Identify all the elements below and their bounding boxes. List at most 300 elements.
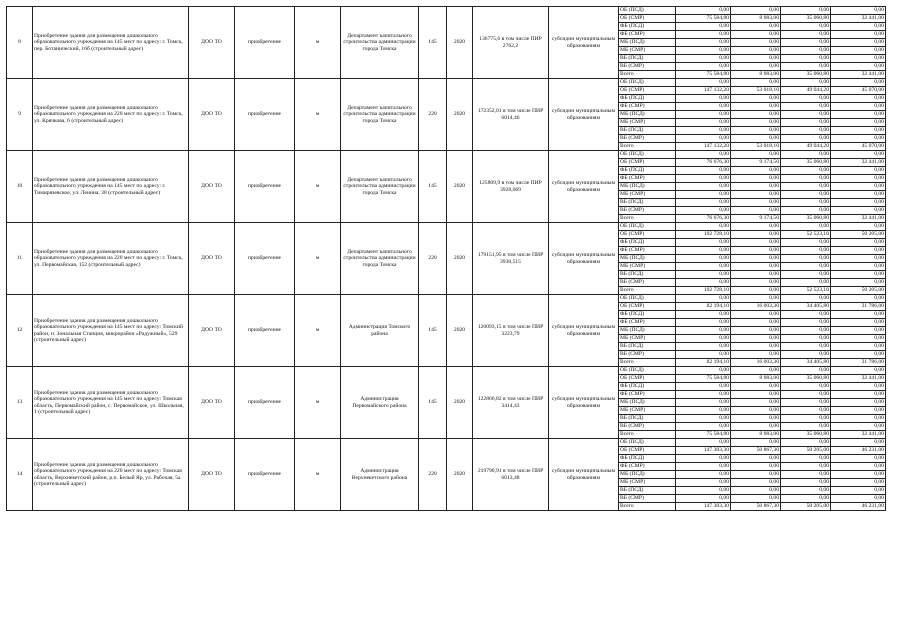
item-cost: 120093,15 в том числе ПИР 3223,79 [473,295,549,367]
amount-cell: 0,00 [731,175,781,183]
amount-cell: 0,00 [676,111,731,119]
amount-cell: 0,00 [781,471,831,479]
amount-cell: 35 060,80 [781,215,831,223]
amount-cell: 0,00 [676,175,731,183]
fund-source-label: ВБ (ПСД) [619,343,676,351]
amount-cell: 0,00 [831,183,886,191]
amount-cell: 0,00 [831,367,886,375]
program-table [6,6,886,511]
amount-cell: 0,00 [781,407,831,415]
amount-cell: 0,00 [676,55,731,63]
amount-cell: 53 018,10 [731,87,781,95]
amount-cell: 50 205,00 [781,447,831,455]
funding-row [7,79,886,87]
amount-cell: 35 060,80 [781,15,831,23]
fund-source-label: ФБ (ПСД) [619,455,676,463]
amount-cell: 0,00 [831,127,886,135]
amount-cell: 0,00 [676,367,731,375]
amount-cell: 0,00 [831,295,886,303]
amount-cell: 0,00 [676,263,731,271]
fund-source-label: ФБ (СМР) [619,319,676,327]
item-description: Приобретение здания для размещения дошкольного образовательного учреждения на 145 мест по адресу: Томская область, Первомайский район, с. Первомайское, ул. Школьная, 1 (строительный адрес) [33,367,189,439]
amount-cell: 0,00 [781,103,831,111]
amount-cell: 0,00 [731,343,781,351]
amount-cell: 0,00 [831,151,886,159]
item-capacity: 220 [419,79,447,151]
amount-cell: 0,00 [676,127,731,135]
fund-source-label: ФБ (СМР) [619,31,676,39]
item-funding-form: субсидии муниципальным образованиям [549,7,619,79]
amount-cell: 0,00 [731,199,781,207]
amount-cell: 0,00 [731,183,781,191]
fund-source-label: ОБ (СМР) [619,303,676,311]
item-number: 14 [7,439,33,511]
amount-cell: 0,00 [731,399,781,407]
item-capacity: 220 [419,439,447,511]
amount-cell: 32 441,00 [831,375,886,383]
item-funding-form: субсидии муниципальным образованиям [549,223,619,295]
fund-source-label: ФБ (ПСД) [619,167,676,175]
amount-cell: 0,00 [676,391,731,399]
amount-cell: 0,00 [781,415,831,423]
amount-cell: 0,00 [831,247,886,255]
amount-cell: 147 303,30 [676,447,731,455]
funding-row [7,295,886,303]
fund-source-label: Всего [619,431,676,439]
amount-cell: 0,00 [731,47,781,55]
amount-cell: 82 194,10 [676,359,731,367]
amount-cell: 0,00 [831,135,886,143]
amount-cell: 0,00 [676,415,731,423]
amount-cell: 0,00 [676,423,731,431]
amount-cell: 0,00 [831,383,886,391]
amount-cell: 16 002,30 [731,359,781,367]
fund-source-label: МБ (ПСД) [619,399,676,407]
amount-cell: 0,00 [676,407,731,415]
amount-cell: 0,00 [831,239,886,247]
item-year: 2020 [447,367,473,439]
amount-cell: 0,00 [781,335,831,343]
amount-cell: 0,00 [781,55,831,63]
amount-cell: 75 584,80 [676,15,731,23]
fund-source-label: МБ (ПСД) [619,111,676,119]
amount-cell: 45 070,00 [831,143,886,151]
fund-source-label: ОБ (СМР) [619,15,676,23]
amount-cell: 0,00 [831,191,886,199]
amount-cell: 0,00 [731,111,781,119]
amount-cell: 0,00 [831,391,886,399]
amount-cell: 0,00 [781,239,831,247]
fund-source-label: ОБ (ПСД) [619,295,676,303]
fund-source-label: МБ (СМР) [619,479,676,487]
amount-cell: 76 676,30 [676,215,731,223]
amount-cell: 9 174,50 [731,215,781,223]
item-year: 2020 [447,79,473,151]
amount-cell: 0,00 [676,207,731,215]
amount-cell: 0,00 [676,279,731,287]
amount-cell: 52 523,10 [781,287,831,295]
amount-cell: 0,00 [676,487,731,495]
item-number: 11 [7,223,33,295]
amount-cell: 0,00 [831,199,886,207]
amount-cell: 0,00 [781,263,831,271]
amount-cell: 0,00 [831,415,886,423]
amount-cell: 0,00 [731,247,781,255]
amount-cell: 0,00 [781,39,831,47]
amount-cell: 0,00 [831,319,886,327]
amount-cell: 0,00 [781,175,831,183]
amount-cell: 0,00 [781,319,831,327]
item-cost: 122866,82 в том числе ПИР 3414,43 [473,367,549,439]
amount-cell: 0,00 [831,335,886,343]
fund-source-label: ОБ (ПСД) [619,223,676,231]
item-year: 2020 [447,223,473,295]
fund-source-label: МБ (ПСД) [619,471,676,479]
amount-cell: 0,00 [676,167,731,175]
amount-cell: 0,00 [731,271,781,279]
amount-cell: 0,00 [781,439,831,447]
amount-cell: 0,00 [831,55,886,63]
fund-source-label: ОБ (СМР) [619,159,676,167]
amount-cell: 53 018,10 [731,143,781,151]
amount-cell: 0,00 [676,191,731,199]
amount-cell: 0,00 [731,63,781,71]
amount-cell: 49 044,20 [781,143,831,151]
amount-cell: 9 174,50 [731,159,781,167]
item-number: 9 [7,79,33,151]
amount-cell: 0,00 [831,279,886,287]
amount-cell: 0,00 [781,111,831,119]
item-number: 8 [7,7,33,79]
fund-source-label: МБ (СМР) [619,119,676,127]
amount-cell: 0,00 [831,471,886,479]
amount-cell: 0,00 [831,487,886,495]
fund-source-label: ОБ (СМР) [619,87,676,95]
item-unit: м [295,223,341,295]
item-funding-form: субсидии муниципальным образованиям [549,79,619,151]
item-unit: м [295,79,341,151]
fund-source-label: МБ (СМР) [619,335,676,343]
item-customer: Департамент капитального строительства администрации города Томска [341,223,419,295]
amount-cell: 50 205,00 [781,503,831,511]
item-customer: Администрация Верхнекетского района [341,439,419,511]
fund-source-label: ФБ (ПСД) [619,23,676,31]
fund-source-label: ОБ (ПСД) [619,151,676,159]
amount-cell: 0,00 [676,399,731,407]
amount-cell: 0,00 [731,319,781,327]
amount-cell: 0,00 [781,279,831,287]
item-type: приобретение [235,7,295,79]
amount-cell: 0,00 [731,367,781,375]
amount-cell: 0,00 [676,223,731,231]
amount-cell: 0,00 [731,167,781,175]
amount-cell: 0,00 [781,255,831,263]
amount-cell: 8 083,00 [731,15,781,23]
amount-cell: 0,00 [731,495,781,503]
fund-source-label: ОБ (ПСД) [619,79,676,87]
amount-cell: 0,00 [831,31,886,39]
amount-cell: 0,00 [781,167,831,175]
item-organization: ДОО ТО [189,367,235,439]
item-cost: 172352,01 в том числе ПИР 6014,46 [473,79,549,151]
item-year: 2020 [447,295,473,367]
amount-cell: 0,00 [676,295,731,303]
fund-source-label: ФБ (СМР) [619,103,676,111]
amount-cell: 0,00 [676,383,731,391]
amount-cell: 0,00 [831,439,886,447]
fund-source-label: МБ (СМР) [619,407,676,415]
item-unit: м [295,151,341,223]
amount-cell: 0,00 [676,495,731,503]
amount-cell: 0,00 [831,399,886,407]
amount-cell: 32 441,00 [831,215,886,223]
amount-cell: 0,00 [676,271,731,279]
amount-cell: 0,00 [731,463,781,471]
fund-source-label: ВБ (ПСД) [619,55,676,63]
item-funding-form: субсидии муниципальным образованиям [549,295,619,367]
fund-source-label: ВБ (СМР) [619,495,676,503]
amount-cell: 0,00 [676,103,731,111]
amount-cell: 0,00 [781,479,831,487]
amount-cell: 0,00 [831,223,886,231]
amount-cell: 0,00 [676,471,731,479]
amount-cell: 0,00 [781,199,831,207]
amount-cell: 0,00 [781,47,831,55]
item-cost: 219790,91 в том числе ПИР 6013,48 [473,439,549,511]
amount-cell: 0,00 [781,423,831,431]
fund-source-label: ВБ (СМР) [619,207,676,215]
fund-source-label: Всего [619,215,676,223]
document-sheet [6,6,884,511]
amount-cell: 0,00 [731,471,781,479]
amount-cell: 0,00 [676,31,731,39]
amount-cell: 0,00 [831,311,886,319]
amount-cell: 0,00 [731,207,781,215]
fund-source-label: ОБ (СМР) [619,375,676,383]
amount-cell: 46 231,00 [831,503,886,511]
amount-cell: 0,00 [831,39,886,47]
fund-source-label: ФБ (СМР) [619,463,676,471]
fund-source-label: ФБ (ПСД) [619,239,676,247]
item-organization: ДОО ТО [189,295,235,367]
fund-source-label: Всего [619,503,676,511]
amount-cell: 32 441,00 [831,15,886,23]
amount-cell: 31 786,00 [831,303,886,311]
amount-cell: 0,00 [676,247,731,255]
amount-cell: 75 584,80 [676,431,731,439]
amount-cell: 0,00 [676,23,731,31]
fund-source-label: ОБ (ПСД) [619,367,676,375]
fund-source-label: Всего [619,287,676,295]
amount-cell: 82 194,10 [676,303,731,311]
item-type: приобретение [235,79,295,151]
amount-cell: 0,00 [781,63,831,71]
fund-source-label: ОБ (СМР) [619,447,676,455]
amount-cell: 0,00 [731,263,781,271]
amount-cell: 0,00 [781,223,831,231]
item-year: 2020 [447,439,473,511]
item-number: 10 [7,151,33,223]
amount-cell: 0,00 [781,7,831,15]
fund-source-label: ВБ (ПСД) [619,487,676,495]
item-number: 12 [7,295,33,367]
amount-cell: 0,00 [676,95,731,103]
amount-cell: 0,00 [781,95,831,103]
item-organization: ДОО ТО [189,439,235,511]
amount-cell: 0,00 [781,127,831,135]
amount-cell: 0,00 [676,327,731,335]
item-description: Приобретение здания для размещения дошкольного образовательного учреждения на 220 мест по адресу: Томская область, Верхнекетский район, р.п. Белый Яр, ул. Рабочая, 5а (строительный адрес) [33,439,189,511]
amount-cell: 0,00 [781,399,831,407]
amount-cell: 147 303,30 [676,503,731,511]
item-description: Приобретение здания для размещения дошкольного образовательного учреждения на 145 мест по адресу: г. Тимирязевское, ул. Ленина, 38 (строительный адрес) [33,151,189,223]
amount-cell: 0,00 [781,327,831,335]
fund-source-label: ВБ (ПСД) [619,271,676,279]
fund-source-label: ФБ (СМР) [619,175,676,183]
amount-cell: 0,00 [781,247,831,255]
amount-cell: 8 083,00 [731,71,781,79]
amount-cell: 32 441,00 [831,431,886,439]
item-unit: м [295,295,341,367]
item-year: 2020 [447,7,473,79]
fund-source-label: ВБ (СМР) [619,279,676,287]
amount-cell: 0,00 [831,327,886,335]
item-organization: ДОО ТО [189,79,235,151]
amount-cell: 0,00 [731,335,781,343]
amount-cell: 0,00 [676,79,731,87]
amount-cell: 0,00 [831,47,886,55]
amount-cell: 49 044,20 [781,87,831,95]
item-organization: ДОО ТО [189,151,235,223]
amount-cell: 0,00 [731,295,781,303]
amount-cell: 35 060,80 [781,375,831,383]
amount-cell: 0,00 [831,255,886,263]
amount-cell: 0,00 [781,207,831,215]
amount-cell: 0,00 [781,191,831,199]
fund-source-label: ФБ (ПСД) [619,311,676,319]
amount-cell: 0,00 [831,175,886,183]
amount-cell: 0,00 [731,23,781,31]
amount-cell: 0,00 [731,39,781,47]
item-type: приобретение [235,367,295,439]
amount-cell: 0,00 [731,191,781,199]
amount-cell: 35 060,80 [781,159,831,167]
amount-cell: 0,00 [676,135,731,143]
item-type: приобретение [235,151,295,223]
fund-source-label: МБ (СМР) [619,191,676,199]
fund-source-label: ВБ (СМР) [619,63,676,71]
amount-cell: 0,00 [831,495,886,503]
fund-source-label: ВБ (ПСД) [619,127,676,135]
amount-cell: 50 205,00 [831,231,886,239]
amount-cell: 0,00 [731,279,781,287]
fund-source-label: ОБ (СМР) [619,231,676,239]
amount-cell: 75 584,80 [676,375,731,383]
amount-cell: 102 728,10 [676,287,731,295]
amount-cell: 0,00 [781,367,831,375]
amount-cell: 0,00 [781,383,831,391]
item-organization: ДОО ТО [189,223,235,295]
amount-cell: 0,00 [731,7,781,15]
amount-cell: 35 060,80 [781,431,831,439]
amount-cell: 0,00 [676,479,731,487]
amount-cell: 0,00 [831,111,886,119]
amount-cell: 0,00 [831,7,886,15]
fund-source-label: МБ (ПСД) [619,39,676,47]
amount-cell: 0,00 [831,423,886,431]
amount-cell: 46 231,00 [831,447,886,455]
amount-cell: 0,00 [731,351,781,359]
amount-cell: 0,00 [731,423,781,431]
amount-cell: 50 867,30 [731,503,781,511]
amount-cell: 0,00 [831,263,886,271]
fund-source-label: МБ (ПСД) [619,327,676,335]
item-customer: Департамент капитального строительства администрации города Томска [341,7,419,79]
amount-cell: 0,00 [676,199,731,207]
amount-cell: 0,00 [831,407,886,415]
item-capacity: 145 [419,367,447,439]
fund-source-label: ВБ (СМР) [619,135,676,143]
item-type: приобретение [235,295,295,367]
amount-cell: 52 523,10 [781,231,831,239]
amount-cell: 0,00 [781,151,831,159]
amount-cell: 34 405,80 [781,303,831,311]
amount-cell: 34 405,80 [781,359,831,367]
amount-cell: 0,00 [731,231,781,239]
amount-cell: 0,00 [676,463,731,471]
amount-cell: 0,00 [676,119,731,127]
amount-cell: 102 728,10 [676,231,731,239]
amount-cell: 0,00 [676,343,731,351]
amount-cell: 0,00 [781,343,831,351]
amount-cell: 32 441,00 [831,159,886,167]
fund-source-label: ВБ (ПСД) [619,415,676,423]
item-funding-form: субсидии муниципальным образованиям [549,439,619,511]
item-capacity: 145 [419,7,447,79]
item-type: приобретение [235,439,295,511]
fund-source-label: Всего [619,143,676,151]
amount-cell: 0,00 [676,39,731,47]
amount-cell: 0,00 [676,335,731,343]
amount-cell: 0,00 [731,415,781,423]
amount-cell: 0,00 [831,343,886,351]
amount-cell: 0,00 [831,23,886,31]
amount-cell: 0,00 [831,119,886,127]
funding-row [7,7,886,15]
amount-cell: 8 083,00 [731,431,781,439]
fund-source-label: МБ (СМР) [619,47,676,55]
amount-cell: 0,00 [676,311,731,319]
amount-cell: 0,00 [781,23,831,31]
item-funding-form: субсидии муниципальным образованиям [549,151,619,223]
amount-cell: 0,00 [731,239,781,247]
amount-cell: 8 083,00 [731,375,781,383]
item-customer: Департамент капитального строительства администрации города Томска [341,151,419,223]
amount-cell: 0,00 [731,311,781,319]
item-capacity: 220 [419,223,447,295]
item-funding-form: субсидии муниципальным образованиям [549,367,619,439]
amount-cell: 0,00 [781,351,831,359]
item-capacity: 145 [419,295,447,367]
amount-cell: 31 786,00 [831,359,886,367]
item-unit: м [295,7,341,79]
amount-cell: 0,00 [731,327,781,335]
amount-cell: 0,00 [676,183,731,191]
amount-cell: 0,00 [781,311,831,319]
item-customer: Департамент капитального строительства администрации города Томска [341,79,419,151]
amount-cell: 0,00 [676,151,731,159]
amount-cell: 16 002,30 [731,303,781,311]
